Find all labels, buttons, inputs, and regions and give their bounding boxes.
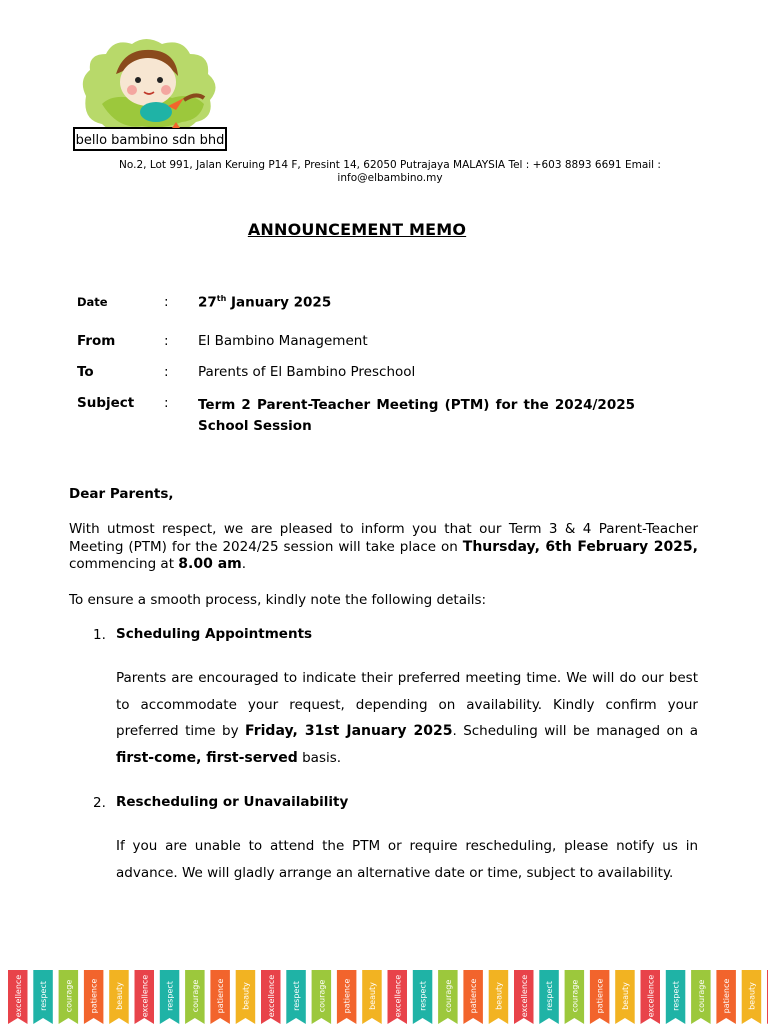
subject-colon: : [164,395,169,411]
details-intro: To ensure a smooth process, kindly note the following details: [69,592,487,608]
banner-flag [716,970,736,1024]
svg-text:beauty: beauty [494,982,504,1010]
banner-flag [8,970,28,1024]
banner-flag [362,970,382,1024]
from-colon: : [164,333,169,349]
item-2-number: 2. [93,795,106,811]
item-1-heading: Scheduling Appointments [116,626,313,642]
banner-flag [615,970,635,1024]
banner-flag [160,970,180,1024]
svg-text:patience: patience [89,978,99,1014]
banner-flag [590,970,610,1024]
svg-text:excellence: excellence [646,974,656,1018]
from-value: El Bambino Management [198,333,368,349]
intro-paragraph: With utmost respect, we are pleased to inform you that our Term 3 & 4 Parent-Teacher Meeting (PTM) for the 2024/25 session will take place on Thursday, 6th February 2025, commencing at 8.00 am. [69,521,698,572]
svg-text:excellence: excellence [266,974,276,1018]
banner-flag [691,970,711,1024]
values-banner [0,968,768,1024]
svg-text:respect: respect [292,981,302,1011]
svg-text:respect: respect [545,981,555,1011]
svg-text:courage: courage [443,979,453,1013]
to-colon: : [164,364,169,380]
to-value: Parents of El Bambino Preschool [198,364,416,380]
svg-text:excellence: excellence [140,974,150,1018]
subject-label: Subject [77,395,135,411]
svg-text:beauty: beauty [114,982,124,1010]
svg-text:beauty: beauty [747,982,757,1010]
banner-flag [312,970,332,1024]
from-label: From [77,333,116,349]
svg-text:beauty: beauty [620,982,630,1010]
svg-text:courage: courage [64,979,74,1013]
date-value: 27th January 2025 [198,294,332,311]
banner-flag [489,970,509,1024]
banner-flag [742,970,762,1024]
date-colon: : [164,294,169,310]
banner-flag [565,970,585,1024]
banner-flag [413,970,433,1024]
date-label: Date [77,295,108,309]
banner-flag [438,970,458,1024]
company-logo [72,34,228,154]
banner-flag [135,970,155,1024]
banner-flag [261,970,281,1024]
banner-flag [337,970,357,1024]
svg-text:respect: respect [671,981,681,1011]
svg-text:respect: respect [165,981,175,1011]
svg-text:respect: respect [39,981,49,1011]
banner-flag [641,970,661,1024]
svg-text:beauty: beauty [367,982,377,1010]
banner-flag [33,970,53,1024]
to-label: To [77,364,94,380]
banner-flag [463,970,483,1024]
banner-flag [514,970,534,1024]
svg-text:courage: courage [570,979,580,1013]
svg-text:patience: patience [216,978,226,1014]
svg-text:courage: courage [317,979,327,1013]
banner-flag [388,970,408,1024]
item-2-text: If you are unable to attend the PTM or require rescheduling, please notify us in advance. We will gladly arrange an alternative date or time, subject to availability. [116,838,698,881]
company-address: No.2, Lot 991, Jalan Keruing P14 F, Presint 14, 62050 Putrajaya MALAYSIA Tel : +603 8893 6691 Email : info@elbambino.my [119,159,661,184]
svg-text:patience: patience [722,978,732,1014]
svg-text:courage: courage [696,979,706,1013]
banner-flag [84,970,104,1024]
banner-flag [59,970,79,1024]
greeting: Dear Parents, [69,486,174,502]
memo-title: ANNOUNCEMENT MEMO [247,220,467,239]
svg-text:patience: patience [595,978,605,1014]
svg-text:beauty: beauty [241,982,251,1010]
item-2-heading: Rescheduling or Unavailability [116,794,349,810]
svg-text:courage: courage [190,979,200,1013]
svg-text:excellence: excellence [13,974,23,1018]
svg-text:patience: patience [342,978,352,1014]
svg-text:patience: patience [469,978,479,1014]
svg-text:excellence: excellence [519,974,529,1018]
banner-flag [666,970,686,1024]
banner-flag [236,970,256,1024]
banner-flag [539,970,559,1024]
svg-text:bello bambino sdn bhd: bello bambino sdn bhd [75,133,225,148]
subject-value: Term 2 Parent-Teacher Meeting (PTM) for the 2024/2025 School Session [198,397,635,434]
svg-text:respect: respect [418,981,428,1011]
banner-flag [185,970,205,1024]
banner-flag [109,970,129,1024]
item-1-number: 1. [93,627,106,643]
item-1-text: Parents are encouraged to indicate their preferred meeting time. We will do our best to accommodate your request, depending on availability. Kindly confirm your preferred time by Friday, 31st January 2025. Scheduling will be managed on a first-come, first-served basis. [116,670,698,766]
banner-flag [210,970,230,1024]
banner-flag [286,970,306,1024]
svg-text:excellence: excellence [393,974,403,1018]
